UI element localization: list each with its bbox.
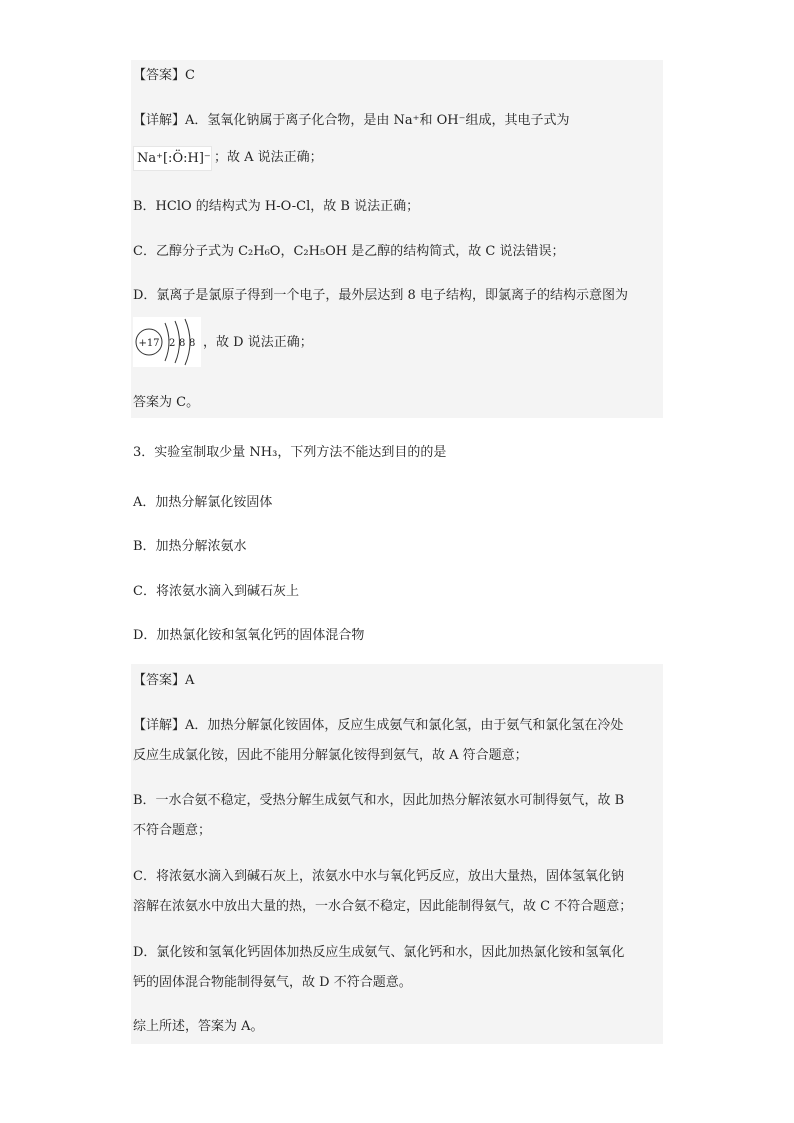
detail-2-a-line-2: 反应生成氯化铵，因此不能用分解氯化铵得到氨气，故 A 符合题意； — [133, 748, 528, 763]
detail-1-d: D．氯离子是氯原子得到一个电子，最外层达到 8 电子结构，即氯离子的结构示意图为 — [133, 288, 628, 303]
shell-count-1: 2 — [169, 338, 176, 349]
question-3-option-c: C．将浓氨水滴入到碱石灰上 — [133, 584, 299, 599]
conclusion-1: 答案为 C。 — [133, 395, 200, 410]
answer-2: 【答案】A — [133, 673, 195, 688]
nucleus-charge: +17 — [138, 338, 160, 349]
atom-structure-svg — [133, 317, 201, 367]
detail-1-d-tail: ，故 D 说法正确； — [203, 335, 313, 350]
answer-1: 【答案】C — [133, 68, 195, 83]
detail-2-b-line-1: B．一水合氨不稳定，受热分解生成氨气和水，因此加热分解浓氨水可制得氨气，故 B — [133, 793, 625, 808]
detail-2-d-line-2: 钙的固体混合物能制得氨气，故 D 不符合题意。 — [133, 975, 412, 990]
detail-1-a-tail: ；故 A 说法正确； — [214, 150, 323, 165]
shell-count-2: 8 — [179, 338, 186, 349]
question-3-option-d: D．加热氯化铵和氢氧化钙的固体混合物 — [133, 628, 365, 643]
electron-formula-image — [133, 146, 212, 171]
question-3-option-b: B．加热分解浓氨水 — [133, 539, 247, 554]
detail-2-b-line-2: 不符合题意； — [133, 823, 212, 838]
detail-2-c-line-2: 溶解在浓氨水中放出大量的热，一水合氨不稳定，因此能制得氨气，故 C 不符合题意； — [133, 899, 633, 914]
shell-count-3: 8 — [189, 338, 196, 349]
chloride-ion-structure-diagram — [133, 317, 201, 367]
detail-2-a-line-1: 【详解】A．加热分解氯化铵固体，反应生成氨气和氯化氢，由于氨气和氯化氢在冷处 — [133, 718, 624, 733]
conclusion-2: 综上所述，答案为 A。 — [133, 1019, 264, 1034]
detail-1-c: C．乙醇分子式为 C₂H₆O，C₂H₅OH 是乙醇的结构简式，故 C 说法错误； — [133, 244, 565, 259]
detail-1-a: 【详解】A．氢氧化钠属于离子化合物，是由 Na⁺和 OH⁻组成，其电子式为 — [133, 113, 570, 128]
detail-1-b: B．HClO 的结构式为 H-O-Cl，故 B 说法正确； — [133, 199, 420, 214]
question-3-stem: 3．实验室制取少量 NH₃，下列方法不能达到目的的是 — [133, 445, 447, 460]
detail-2-d-line-1: D．氯化铵和氢氧化钙固体加热反应生成氨气、氯化钙和水，因此加热氯化铵和氢氧化 — [133, 945, 625, 960]
detail-2-c-line-1: C．将浓氨水滴入到碱石灰上，浓氨水中水与氧化钙反应，放出大量热，固体氢氧化钠 — [133, 869, 624, 884]
electron-formula: Na⁺[:Ö:H]⁻ — [137, 151, 211, 166]
question-3-option-a: A．加热分解氯化铵固体 — [133, 495, 273, 510]
